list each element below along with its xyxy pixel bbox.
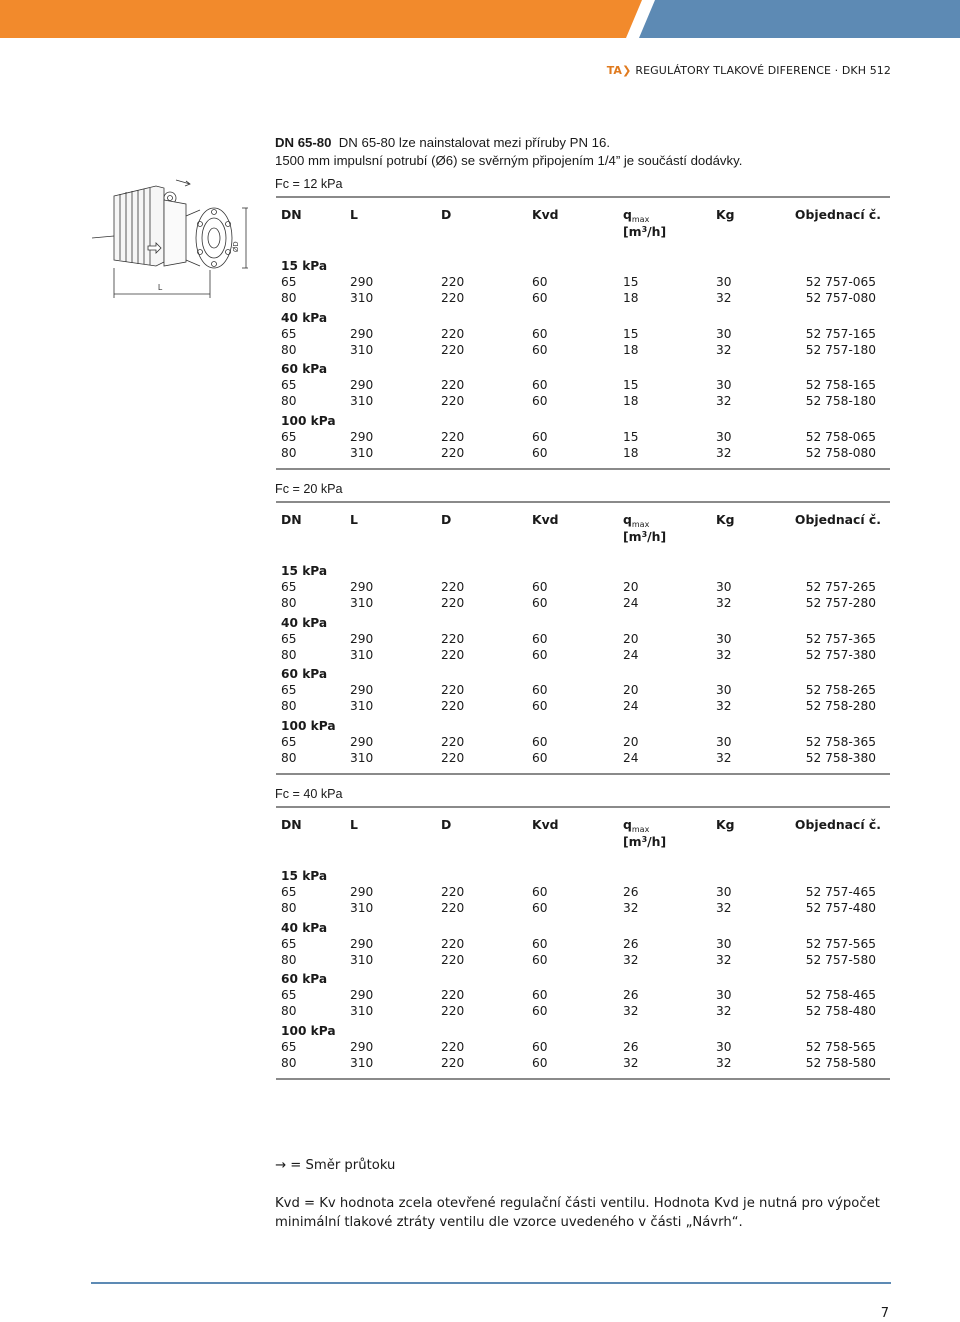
table-cell: 80	[281, 445, 297, 460]
order-number-cell: 52 757-480	[805, 901, 876, 915]
table-cell: 60	[532, 378, 548, 393]
table-cell: 220	[441, 342, 465, 357]
pressure-group-label: 60 kPa	[281, 972, 328, 987]
pressure-group-label: 40 kPa	[281, 920, 328, 935]
order-number-cell: 52 758-580	[805, 1055, 876, 1070]
table-cell: 220	[441, 683, 465, 698]
table-cell: 60	[532, 734, 548, 749]
table-top-rule	[276, 806, 890, 808]
column-header-kg: Kg	[716, 207, 735, 222]
table-cell: 60	[532, 342, 548, 357]
table-cell: 65	[281, 1039, 297, 1054]
qmax-unit	[623, 530, 666, 546]
table-cell: 32	[716, 445, 732, 460]
fc-label: Fc = 40 kPa	[275, 787, 343, 801]
order-number-cell: 52 758-165	[805, 378, 876, 393]
table-cell: 18	[623, 291, 639, 305]
table-cell: 32	[716, 342, 732, 357]
table-cell: 220	[441, 631, 465, 646]
table-cell: 60	[532, 988, 548, 1003]
table-cell: 290	[350, 429, 374, 444]
table-cell: 65	[281, 378, 297, 393]
table-cell: 30	[716, 275, 732, 289]
table-cell: 290	[350, 885, 374, 899]
table-cell: 60	[532, 326, 548, 341]
table-cell: 32	[623, 1004, 639, 1019]
table-cell: 30	[716, 580, 732, 594]
table-cell: 220	[441, 326, 465, 341]
table-cell: 220	[441, 750, 465, 765]
table-cell: 18	[623, 394, 639, 409]
table-cell: 290	[350, 275, 374, 289]
table-cell: 220	[441, 1055, 465, 1070]
table-cell: 60	[532, 1039, 548, 1054]
column-header-order: Objednací č.	[794, 817, 881, 832]
order-number-cell: 52 757-080	[805, 291, 876, 305]
pressure-group-label: 100 kPa	[281, 1023, 336, 1038]
table-cell: 30	[716, 1039, 732, 1054]
table-cell: 220	[441, 901, 465, 915]
table-cell: 32	[716, 394, 732, 409]
table-cell: 220	[441, 275, 465, 289]
table-cell: 310	[350, 699, 374, 714]
fc-label: Fc = 20 kPa	[275, 482, 343, 496]
table-cell: 290	[350, 326, 374, 341]
qmax-unit-post: /h]	[647, 834, 667, 849]
table-cell: 60	[532, 952, 548, 967]
table-cell: 60	[532, 936, 548, 951]
pressure-group-label: 100 kPa	[281, 413, 336, 428]
table-cell: 65	[281, 429, 297, 444]
table-cell: 290	[350, 988, 374, 1003]
table-cell: 60	[532, 275, 548, 289]
table-cell: 60	[532, 580, 548, 594]
table-cell: 30	[716, 631, 732, 646]
order-number-cell: 52 757-365	[805, 631, 876, 646]
order-number-cell: 52 758-280	[805, 699, 876, 714]
table-cell: 24	[623, 596, 639, 610]
qmax-unit-sup: 3	[641, 530, 648, 539]
column-header-l: L	[350, 207, 358, 222]
table-cell: 310	[350, 291, 374, 305]
table-cell: 26	[623, 988, 639, 1003]
table-cell: 65	[281, 683, 297, 698]
kvd-note-line2: minimální tlakové ztráty ventilu dle vzorce uvedeného v části „Návrh“.	[275, 1215, 743, 1230]
order-number-cell: 52 758-080	[805, 445, 876, 460]
table-cell: 80	[281, 596, 297, 610]
column-header-dn: DN	[281, 512, 302, 527]
footer-divider	[91, 1282, 891, 1284]
table-cell: 220	[441, 952, 465, 967]
table-cell: 310	[350, 445, 374, 460]
intro-model: DN 65-80	[275, 135, 332, 150]
dim-L-label: L	[158, 283, 163, 292]
table-bottom-rule	[276, 468, 890, 470]
table-cell: 20	[623, 631, 639, 646]
table-cell: 60	[532, 1055, 548, 1070]
table-cell: 310	[350, 952, 374, 967]
table-cell: 290	[350, 1039, 374, 1054]
order-number-cell: 52 758-480	[805, 1004, 876, 1019]
table-cell: 80	[281, 647, 297, 662]
table-cell: 30	[716, 936, 732, 951]
valve-drawing	[86, 176, 266, 306]
table-cell: 60	[532, 394, 548, 409]
page-header	[607, 64, 891, 77]
column-header-qmax	[623, 818, 649, 834]
table-cell: 65	[281, 988, 297, 1003]
qmax-symbol: q	[623, 817, 632, 832]
table-cell: 220	[441, 936, 465, 951]
table-cell: 65	[281, 885, 297, 899]
table-cell: 60	[532, 901, 548, 915]
table-cell: 60	[532, 1004, 548, 1019]
qmax-unit-sup: 3	[641, 835, 648, 844]
table-cell: 220	[441, 580, 465, 594]
table-cell: 30	[716, 734, 732, 749]
table-cell: 290	[350, 631, 374, 646]
table-cell: 60	[532, 699, 548, 714]
top-bar-blue	[639, 0, 960, 38]
table-cell: 290	[350, 683, 374, 698]
table-cell: 60	[532, 429, 548, 444]
table-cell: 80	[281, 1004, 297, 1019]
table-bottom-rule	[276, 1078, 890, 1080]
table-cell: 80	[281, 1055, 297, 1070]
kvd-note	[275, 1194, 880, 1232]
page-number: 7	[880, 1306, 889, 1321]
table-cell: 80	[281, 952, 297, 967]
fc-label: Fc = 12 kPa	[275, 177, 343, 191]
intro-text	[275, 134, 742, 170]
table-cell: 290	[350, 580, 374, 594]
qmax-unit-sup: 3	[641, 225, 648, 234]
pressure-group-label: 60 kPa	[281, 362, 328, 377]
column-header-kg: Kg	[716, 512, 735, 527]
column-header-kg: Kg	[716, 817, 735, 832]
column-header-d: D	[441, 817, 452, 832]
table-cell: 220	[441, 734, 465, 749]
order-number-cell: 52 758-565	[805, 1039, 876, 1054]
table-cell: 32	[623, 901, 639, 915]
table-cell: 310	[350, 342, 374, 357]
top-bar-orange	[0, 0, 642, 38]
table-cell: 65	[281, 326, 297, 341]
order-number-cell: 52 757-265	[805, 580, 876, 594]
table-cell: 20	[623, 580, 639, 594]
table-cell: 26	[623, 885, 639, 899]
qmax-symbol: q	[623, 512, 632, 527]
table-cell: 65	[281, 275, 297, 289]
flow-note: → = Směr průtoku	[275, 1158, 396, 1173]
table-cell: 80	[281, 342, 297, 357]
order-number-cell: 52 757-280	[805, 596, 876, 610]
column-header-kvd: Kvd	[532, 817, 559, 832]
qmax-unit-pre: [m	[623, 529, 642, 544]
table-cell: 60	[532, 885, 548, 899]
table-cell: 26	[623, 1039, 639, 1054]
qmax-symbol: q	[623, 207, 632, 222]
order-number-cell: 52 757-165	[805, 326, 876, 341]
pressure-group-label: 15 kPa	[281, 869, 328, 883]
order-number-cell: 52 757-380	[805, 647, 876, 662]
table-bottom-rule	[276, 773, 890, 775]
pressure-group-label: 40 kPa	[281, 615, 328, 630]
table-cell: 220	[441, 378, 465, 393]
order-number-cell: 52 758-465	[805, 988, 876, 1003]
table-cell: 220	[441, 429, 465, 444]
order-number-cell: 52 757-180	[805, 342, 876, 357]
column-header-kvd: Kvd	[532, 512, 559, 527]
table-cell: 310	[350, 647, 374, 662]
table-cell: 20	[623, 683, 639, 698]
column-header-d: D	[441, 207, 452, 222]
table-cell: 32	[716, 1004, 732, 1019]
column-header-dn: DN	[281, 207, 302, 222]
header-title: REGULÁTORY TLAKOVÉ DIFERENCE · DKH 512	[635, 64, 891, 77]
table-cell: 30	[716, 683, 732, 698]
table-cell: 32	[716, 699, 732, 714]
qmax-unit	[623, 835, 666, 851]
table-cell: 60	[532, 647, 548, 662]
table-cell: 290	[350, 378, 374, 393]
intro-line2: 1500 mm impulsní potrubí (Ø6) se svěrným připojením 1/4” je součástí dodávky.	[275, 153, 743, 168]
pressure-group-label: 100 kPa	[281, 718, 336, 733]
order-number-cell: 52 758-265	[805, 683, 876, 698]
table-cell: 15	[623, 326, 639, 341]
table-cell: 220	[441, 394, 465, 409]
table-cell: 290	[350, 734, 374, 749]
table-top-rule	[276, 501, 890, 503]
table-cell: 32	[716, 647, 732, 662]
pressure-group-label: 60 kPa	[281, 667, 328, 682]
table-cell: 220	[441, 885, 465, 899]
table-cell: 220	[441, 988, 465, 1003]
column-header-l: L	[350, 817, 358, 832]
table-cell: 20	[623, 734, 639, 749]
column-header-qmax	[623, 208, 649, 224]
order-number-cell: 52 757-065	[805, 275, 876, 289]
table-cell: 30	[716, 429, 732, 444]
order-number-cell: 52 758-065	[805, 429, 876, 444]
qmax-subscript: max	[631, 215, 650, 224]
table-cell: 310	[350, 394, 374, 409]
qmax-unit-post: /h]	[647, 224, 667, 239]
order-number-cell: 52 757-465	[805, 885, 876, 899]
pressure-group-label: 15 kPa	[281, 564, 328, 578]
table-cell: 220	[441, 445, 465, 460]
qmax-subscript: max	[631, 825, 650, 834]
qmax-unit-pre: [m	[623, 834, 642, 849]
table-cell: 15	[623, 378, 639, 393]
table-cell: 60	[532, 291, 548, 305]
table-cell: 32	[716, 291, 732, 305]
table-cell: 32	[623, 952, 639, 967]
table-cell: 65	[281, 580, 297, 594]
order-number-cell: 52 757-565	[805, 936, 876, 951]
table-cell: 32	[623, 1055, 639, 1070]
order-number-cell: 52 757-580	[805, 952, 876, 967]
table-cell: 30	[716, 988, 732, 1003]
table-cell: 290	[350, 936, 374, 951]
qmax-unit	[623, 225, 666, 241]
table-cell: 220	[441, 1004, 465, 1019]
table-cell: 310	[350, 596, 374, 610]
table-cell: 310	[350, 1004, 374, 1019]
column-header-qmax	[623, 513, 649, 529]
table-cell: 80	[281, 699, 297, 714]
table-cell: 65	[281, 734, 297, 749]
intro-line1: DN 65-80 lze nainstalovat mezi příruby PN 16.	[338, 135, 610, 150]
column-header-kvd: Kvd	[532, 207, 559, 222]
table-cell: 18	[623, 445, 639, 460]
table-cell: 65	[281, 631, 297, 646]
dim-D-label: ØD	[233, 241, 240, 252]
table-cell: 18	[623, 342, 639, 357]
qmax-unit-post: /h]	[647, 529, 667, 544]
column-header-dn: DN	[281, 817, 302, 832]
table-cell: 60	[532, 683, 548, 698]
table-cell: 220	[441, 291, 465, 305]
table-cell: 32	[716, 1055, 732, 1070]
pressure-group-label: 15 kPa	[281, 259, 328, 273]
pressure-group-label: 40 kPa	[281, 310, 328, 325]
table-cell: 30	[716, 378, 732, 393]
table-cell: 310	[350, 750, 374, 765]
order-number-cell: 52 758-365	[805, 734, 876, 749]
kvd-note-line1: Kvd = Kv hodnota zcela otevřené regulační části ventilu. Hodnota Kvd je nutná pro výpočet	[275, 1196, 880, 1211]
top-color-bar	[0, 0, 960, 38]
table-cell: 65	[281, 936, 297, 951]
table-cell: 220	[441, 1039, 465, 1054]
table-cell: 32	[716, 596, 732, 610]
table-cell: 220	[441, 596, 465, 610]
table-cell: 220	[441, 699, 465, 714]
table-cell: 15	[623, 275, 639, 289]
brand-logo: TA	[606, 64, 623, 77]
table-cell: 310	[350, 1055, 374, 1070]
table-cell: 30	[716, 885, 732, 899]
table-cell: 24	[623, 647, 639, 662]
table-cell: 60	[532, 631, 548, 646]
table-cell: 15	[623, 429, 639, 444]
table-cell: 30	[716, 326, 732, 341]
table-cell: 80	[281, 291, 297, 305]
table-cell: 32	[716, 952, 732, 967]
table-cell: 80	[281, 394, 297, 409]
table-cell: 60	[532, 750, 548, 765]
table-cell: 24	[623, 699, 639, 714]
table-cell: 32	[716, 750, 732, 765]
column-header-order: Objednací č.	[794, 207, 881, 222]
chevron-right-icon: ❯	[622, 64, 632, 77]
table-cell: 26	[623, 936, 639, 951]
order-number-cell: 52 758-180	[805, 394, 876, 409]
qmax-subscript: max	[631, 520, 650, 529]
table-top-rule	[276, 196, 890, 198]
column-header-d: D	[441, 512, 452, 527]
qmax-unit-pre: [m	[623, 224, 642, 239]
column-header-order: Objednací č.	[794, 512, 881, 527]
table-cell: 24	[623, 750, 639, 765]
table-cell: 310	[350, 901, 374, 915]
order-number-cell: 52 758-380	[805, 750, 876, 765]
table-cell: 80	[281, 901, 297, 915]
column-header-l: L	[350, 512, 358, 527]
table-cell: 80	[281, 750, 297, 765]
table-cell: 60	[532, 596, 548, 610]
table-cell: 32	[716, 901, 732, 915]
table-cell: 60	[532, 445, 548, 460]
table-cell: 220	[441, 647, 465, 662]
